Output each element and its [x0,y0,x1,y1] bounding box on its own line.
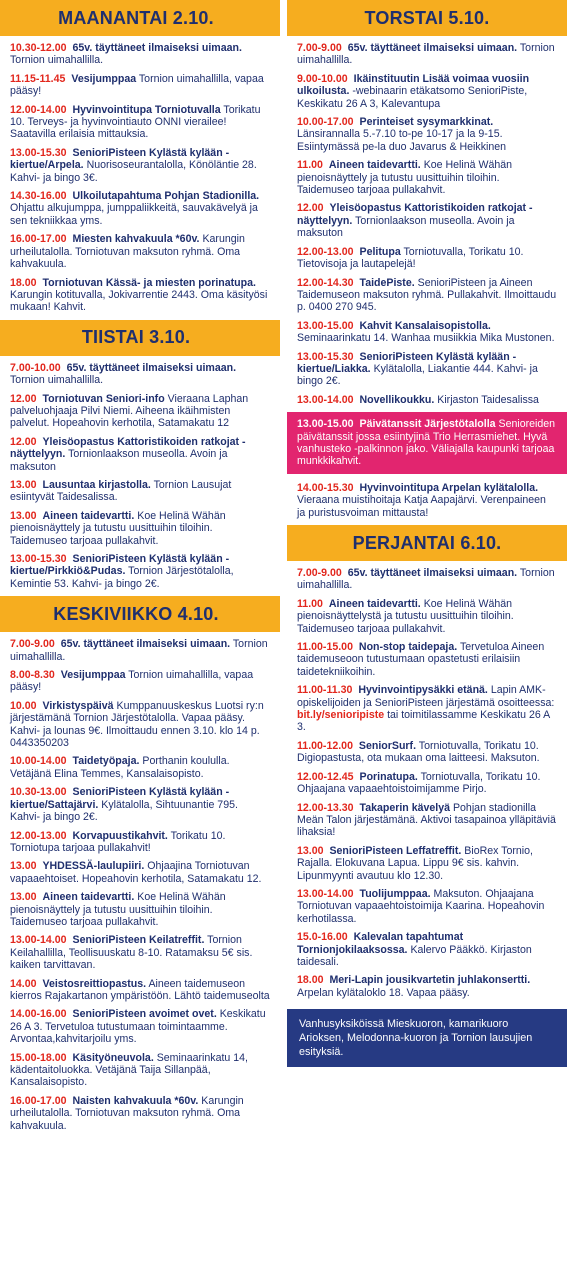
event-title: SenioriPisteen Kylästä kylään -kiertue/Pirkkiö&Pudas. [10,553,230,578]
event-description: Torniotuvalla, Torikatu 10. Ohjaajana vapaaehtoistoimijamme Pirjo. [297,770,541,796]
event-item [0,669,280,694]
event-title: SenioriPisteen Kylästä kylään -kiertue/Arpela. [10,146,230,172]
event-description: Koe Helinä Wähän pienoisnäyttely ja tutustu uusittuihin tiloihin. Taidemuseo tarjoaa pullakahvit. [10,891,226,928]
event-description: Ohjattu alkujumppa, jumppaliikkeitä, sauvakävelyä ja sen tekniikkaa yms. [10,202,258,227]
event-title: Vesijumppaa [60,669,126,682]
event-item [287,931,567,968]
event-description: Tornion uimahallilla. [297,567,555,592]
event-time: 15.00-18.00 [10,1051,67,1064]
event-title: Pelitupa [359,245,401,258]
event-title: 65v. täyttäneet ilmaiseksi uimaan. [66,361,237,374]
event-item [287,73,567,110]
event-time: 10.30-13.00 [10,786,67,799]
event-title: SenioriPisteen avoimet ovet. [72,1008,217,1021]
event-description: Pohjan stadionilla Meän Talon järjestämänä. Aktivoi tasapainoa ylläpitäviä lihaksia! [297,801,556,839]
event-title: Ulkoilutapahtuma Pohjan Stadionilla. [72,190,260,203]
event-title: Kahvit Kansalaisopistolla. [359,319,491,332]
right-column [287,0,567,1067]
event-time: 15.0-16.00 [297,931,348,944]
event-time: 16.00-17.00 [10,233,67,246]
event-description: Ohjaajina Torniotuvan vapaaehtoiset. Hopeahovin kerhotila, Satamakatu 12. [10,860,262,885]
event-time: 11.00-12.00 [297,739,353,752]
event-description: Seminaarinkatu 14. Wanhaa musiikkia Mika Mustonen. [297,332,555,345]
event-list-monday [0,42,280,314]
event-time: 12.00-13.30 [297,801,354,814]
event-title: Aineen taidevartti. [42,891,135,904]
event-time: 7.00-10.00 [10,361,61,374]
event-description: Tornion uimahallilla. [10,638,268,663]
event-item [287,246,567,271]
event-time: 14.30-16.00 [10,190,67,203]
event-item [0,190,280,227]
event-time: 11.00 [297,159,323,172]
event-title: Yleisöopastus Kattoristikoiden ratkojat -näyttelyyn. [297,202,533,227]
event-title: Yleisöopastus Kattoristikoiden ratkojat -näyttelyyn. [10,435,246,461]
event-item [287,974,567,999]
event-title: SenioriPisteen Kylästä kylään -kiertue/Sattajärvi. [10,786,230,811]
event-time: 10.00-14.00 [10,755,67,768]
event-title: Non-stop taidepaja. [358,641,458,654]
event-item [0,147,280,184]
event-description: Koe Helinä Wähän pienoisnäyttely ja tutustu uusittuihin tiloihin. Taidemuseo tarjoaa pullakahvit. [297,159,513,197]
event-description: Aineen taidemuseon kierros Rajakartanon ympäristöön. Lähtö taidemuseolta [10,977,270,1002]
event-item [287,740,567,765]
event-item [0,786,280,823]
left-column [0,0,280,1138]
event-link[interactable]: bit.ly/senioripiste [297,709,385,722]
event-title: Hyvinvointitupa Torniotuvalla [72,103,221,116]
event-description: Torikatu 10. Terveys- ja hyvinvointiauto ONNI vierailee! Saatavilla erilaisia mittauksia. [10,103,261,141]
event-item [0,362,280,387]
event-item [287,684,567,734]
event-item [287,888,567,925]
event-item [0,978,280,1003]
event-time: 12.00-12.45 [297,770,354,783]
event-title: Meri-Lapin jousikvartetin juhlakonsertti. [329,974,531,987]
event-title: 65v. täyttäneet ilmaiseksi uimaan. [72,42,242,54]
event-time: 9.00-10.00 [297,72,348,85]
event-description: Arpelan kylätaloklo 18. Vapaa pääsy. [297,986,470,999]
event-title: SenioriPisteen Leffatreffit. [329,844,462,857]
event-time: 7.00-9.00 [297,42,342,54]
event-title: 65v. täyttäneet ilmaiseksi uimaan. [60,638,231,651]
event-description: Tornionlaakson museolla. Avoin ja maksuton [297,214,515,240]
event-description: Tornion uimahallilla. [10,374,104,387]
event-description-2: tai toimitilassamme Keskikatu 26 A 3. [297,709,550,734]
event-item [0,755,280,780]
event-description: Maksuton. Ohjaajana Torniotuvan vapaaehtoistoimija Kaarina. Hopeahovin kerhotilassa. [297,887,545,925]
highlight-event [287,412,567,474]
event-description: SenioriPisteen ja Aineen Taidemuseon maksuton ryhmä. Pullakahvit. Ilmoittaudu p. 0400 270 945. [297,276,557,314]
event-list-wednesday [0,638,280,1132]
event-item [287,845,567,882]
event-title: Porinatupa. [359,770,418,783]
event-item [287,482,567,519]
event-title: Miesten kahvakuula *60v. [72,233,200,246]
day-heading-thursday: TORSTAI 5.10. [287,0,567,36]
event-title: Naisten kahvakuula *60v. [72,1094,199,1107]
event-time: 10.30-12.00 [10,42,67,54]
event-title: Aineen taidevartti. [328,597,421,610]
event-item [287,771,567,796]
event-title: Torniotuvan Seniori-info [42,392,165,405]
event-title: Lausuntaa kirjastolla. [42,478,151,491]
event-description: Tornion uimahallilla. [10,54,104,67]
event-time: 10.00 [10,699,37,712]
event-time: 13.00 [297,844,324,857]
event-title: SenioriPisteen Kylästä kylään -kiertue/Liakka. [297,350,517,375]
event-list-friday [287,567,567,999]
event-time: 13.00 [10,860,37,873]
footer-note: Vanhusyksiköissä Mieskuoron, kamarikuoro Arioksen, Melodonna-kuoron ja Tornion lausujien esityksiä. [287,1009,567,1067]
event-item [0,42,280,67]
event-time: 13.00-14.00 [297,887,354,900]
event-time: 12.00 [10,392,37,405]
event-title: Hyvinvointitupa Arpelan kylätalolla. [359,481,539,494]
event-time: 14.00-15.30 [297,481,354,494]
event-description: Vieraana muistihoitaja Katja Aapajärvi. Verenpaineen ja puristusvoiman mittausta! [297,494,546,519]
event-title: Virkistyspäivä [42,699,114,712]
event-description: Tornion uimahallilla, vapaa pääsy! [10,72,264,98]
event-description: Torniotuvalla, Torikatu 10. Digiopastusta, ota mukaan oma laitteesi. Maksuton. [297,739,540,765]
event-item [0,1052,280,1089]
event-description: Tornion Keilahallilla, Teollisuuskatu 8-10. Ratamaksu 5€ sis. kaiken tarvittavan. [10,934,253,972]
event-time: 18.00 [297,974,324,987]
event-time: 18.00 [10,276,37,289]
event-description: Torniotuvalla, Torikatu 10. Tietovisoja ja lautapelejä! [297,245,524,271]
event-description: Senioreiden päivätanssit jossa esiintyjinä Trio Herrasmiehet. Hyvä vanhusteko -palkinnon jako. Väliajalla kaupunki tarjoaa munkkikahvit. [297,418,556,468]
event-item [287,394,567,406]
event-title: Tuolijumppaa. [359,887,431,900]
event-time: 11.00 [297,597,323,610]
event-item [287,277,567,314]
event-description: Kalervo Pääkkö. Kirjaston taidesali. [297,943,532,968]
event-description: Nuorisoseurantalolla, Könöläntie 28. Kahvi- ja bingo 3€. [10,159,257,184]
event-description: Tervetuloa Aineen taidemuseoon tutustumaan opastetusti erilaisiin taidetekniikoihin. [297,641,545,678]
event-description: Karungin urheilutalolla. Torniotuvan maksuton ryhmä. Oma kahvakuula. [10,233,245,271]
event-item [287,802,567,839]
event-title: Päivätanssit Järjestötalolla [359,418,496,431]
event-description: Tornion Järjestötalolla, Kemintie 53. Kahvi- ja bingo 2€. [10,565,234,590]
event-description: Torikatu 10. Torniotupa tarjoaa pullakahvit! [10,829,226,854]
event-description: Keskikatu 26 A 3. Tervetuloa tutustumaan toimintaamme. Arvontaa,kahvitarjoilu yms. [10,1008,266,1046]
event-description: Tornionlaakson museolla. Avoin ja maksuton [10,448,228,473]
event-description: Kumppanuuskeskus Luotsi ry:n järjestämänä Tornion Järjestötalolla. Vapaa pääsy. Kahvi- ja lounas 9€. Ilmoittaudu ennen 3.10. klo 14 p. 0443350203 [10,699,264,750]
event-time: 11.15-11.45 [10,72,66,85]
day-heading-tuesday: TIISTAI 3.10. [0,320,280,356]
event-item [0,1008,280,1045]
event-time: 13.00 [10,478,37,491]
event-description: Kirjaston Taidesalissa [437,393,539,406]
event-time: 8.00-8.30 [10,669,55,682]
event-title: Vesijumppaa [71,72,137,85]
event-title: Aineen taidevartti. [42,509,135,522]
event-item [0,830,280,855]
event-title: TaidePiste. [359,276,415,289]
event-title: Taidetyöpaja. [72,755,140,768]
event-item [0,436,280,473]
event-list-thursday [287,42,567,406]
day-heading-monday: MAANANTAI 2.10. [0,0,280,36]
event-item [287,320,567,345]
event-description: Karungin kotituvalla, Jokivarrentie 2443. Oma käsityösi mukaan! Kahvit. [10,288,268,314]
event-title: Käsityöneuvola. [72,1051,154,1064]
event-time: 12.00 [297,202,324,215]
event-item [0,73,280,98]
event-item [0,891,280,928]
event-description: Tornion uimahallilla, vapaa pääsy! [10,669,254,694]
event-description: -webinaarin etäkatsomo SenioriPiste, Keskikatu 26 A 3, Kalevantupa [297,85,528,110]
event-time: 13.00-14.00 [297,393,354,406]
event-item [0,233,280,270]
event-description: Tornion uimahallilla. [297,42,555,67]
event-time: 7.00-9.00 [10,638,55,651]
event-item [287,202,567,239]
event-title: Novellikoukku. [359,393,435,406]
event-item [287,42,567,67]
event-title: Korvapuustikahvit. [72,829,168,842]
event-time: 12.00-14.00 [10,103,67,116]
event-item [0,393,280,430]
event-description: Lapin AMK-opiskelijoiden ja SenioriPisteen järjestämä osoitteessa: [297,684,555,709]
event-item [287,351,567,388]
event-list-tuesday [0,362,280,591]
event-description: Tornion Lausujat esiintyvät Taidesalissa. [10,478,232,504]
event-time: 13.00-15.00 [297,319,354,332]
event-item [0,510,280,547]
event-item [0,638,280,663]
event-item [287,567,567,592]
event-item [0,1095,280,1132]
event-time: 13.00-14.00 [10,934,67,947]
day-heading-friday: PERJANTAI 6.10. [287,525,567,561]
event-description: Karungin urheilutalolla. Torniotuvan maksuton ryhmä. Oma kahvakuula. [10,1094,244,1132]
event-time: 13.00-15.00 [297,418,354,431]
event-time: 13.00 [10,509,37,522]
event-time: 14.00-16.00 [10,1008,67,1021]
event-item [287,159,567,196]
event-item [0,104,280,141]
event-title: SeniorSurf. [358,739,417,752]
event-item [0,277,280,314]
event-time: 13.00-15.30 [10,553,67,565]
event-description: Länsirannalla 5.-7.10 to-pe 10-17 ja la 9-15. Esiintymässä pe-la duo Javarus & Heikkinen [297,128,507,153]
event-title: Ikäinstituutin Lisää voimaa vuosiin ulkoilusta. [297,72,530,98]
event-time: 12.00-13.00 [10,829,67,842]
event-time: 13.00 [10,891,37,904]
event-time: 12.00-13.00 [297,245,354,258]
event-description: Kylätalolla, Sihtuunantie 795. Kahvi- ja bingo 2€. [10,798,238,824]
event-time: 13.00-15.30 [297,350,354,363]
event-title: Perinteiset sysymarkkinat. [359,116,494,129]
event-title: 65v. täyttäneet ilmaiseksi uimaan. [347,567,518,579]
event-item [0,700,280,750]
event-time: 14.00 [10,977,37,990]
event-time: 12.00-14.30 [297,276,354,289]
event-title: Takaperin kävelyä [359,801,451,814]
event-description: Seminaarinkatu 14, kädentaitoluokka. Vetäjänä Taija Sillanpää, Kansalaisopisto. [10,1051,248,1089]
event-title: Aineen taidevartti. [328,159,421,172]
event-title: SenioriPisteen Keilatreffit. [72,934,205,947]
event-time: 7.00-9.00 [297,567,342,579]
event-title: Hyvinvointipysäkki etänä. [358,684,488,697]
event-time: 11.00-11.30 [297,684,353,697]
event-item [287,116,567,153]
event-time: 13.00-15.30 [10,146,67,159]
event-item [287,598,567,635]
event-item [0,860,280,885]
event-time: 12.00 [10,435,37,448]
event-time: 10.00-17.00 [297,116,354,129]
event-description: BioRex Tornio, Rajalla. Elokuvana Lapua. Lippu 9€ sis. kahvin. Lipunmyynti avautuu klo 12.30. [297,844,533,882]
event-time: 11.00-15.00 [297,641,353,654]
event-description: Vieraana Laphan palveluohjaaja Pilvi Niemi. Aiheena ikäihmisten palvelut. Hopeahovin kerhotila, Satamakatu 12 [10,392,249,430]
event-title: 65v. täyttäneet ilmaiseksi uimaan. [347,42,518,54]
event-item [0,553,280,590]
event-item [0,479,280,504]
day-heading-wednesday: KESKIVIIKKO 4.10. [0,596,280,632]
event-description: Porthanin koululla. Vetäjänä Elina Temmes, Kansalaisopisto. [10,755,230,780]
event-description: Koe Helinä Wähän pienoisnäyttelystä ja tutustu uusittuihin tiloihin. Taidemuseo tarjoaa pullakahvit. [297,597,514,635]
event-title: Kalevalan tapahtumat Tornionjokilaaksossa. [297,931,464,956]
event-item [0,934,280,971]
event-item [287,641,567,678]
event-time: 16.00-17.00 [10,1094,67,1107]
event-title: YHDESSÄ-laulupiiri. [42,860,145,873]
event-title: Torniotuvan Kässä- ja miesten porinatupa. [42,276,256,289]
event-description: Kylätalolla, Liakantie 444. Kahvi- ja bingo 2€. [297,362,538,388]
event-description: Koe Helinä Wähän pienoisnäyttely ja tutustu uusittuihin tiloihin. Taidemuseo tarjoaa pullakahvit. [10,509,226,547]
event-title: Veistosreittiopastus. [42,977,147,990]
